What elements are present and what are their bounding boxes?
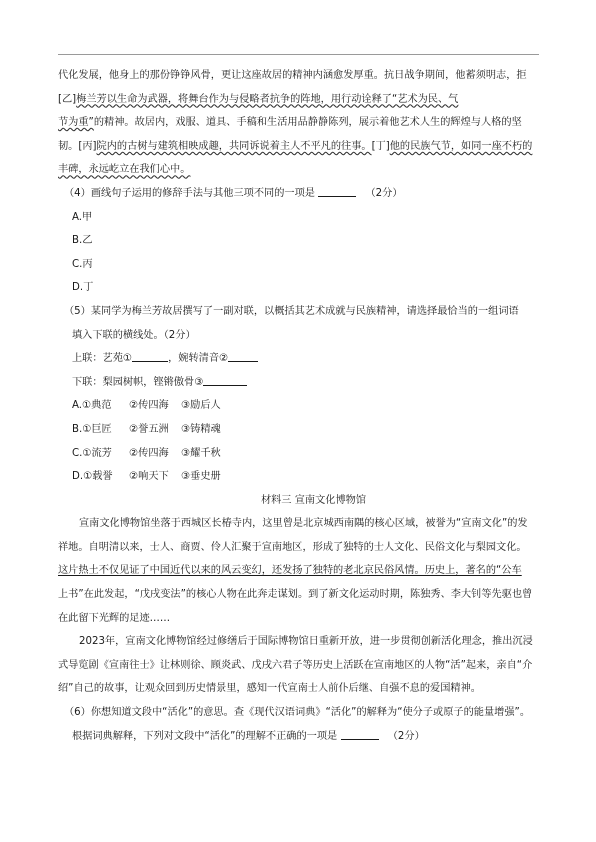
material3-title: 材料三 宣南文化博物馆 — [260, 494, 367, 506]
text-line — [58, 135, 539, 159]
option-a-3: ③励后人 — [181, 400, 221, 412]
text-line — [58, 559, 539, 583]
question-6-line-1: （6）你想知道文段中“活化”的意思。查《现代汉语词典》“活化”的解释为“使分子或原子的能量增强”。 — [64, 707, 531, 719]
option-b: B.乙 — [72, 235, 93, 247]
answer-blank[interactable] — [341, 727, 379, 740]
couplet-lower — [58, 371, 539, 395]
question-5-stem: （5）某同学为梅兰芳故居撰写了一副对联，以概括其艺术成就与民族精神，请选择最恰当的一组词语 — [64, 305, 519, 317]
underlined-sentence: 这片热土不仅见证了中国近代以来的风云变幻，还发扬了独特的老北京民俗风情。历史上，著名的“公车 — [58, 565, 522, 577]
question-4-score: （2分） — [365, 187, 403, 199]
option-d: D.丁 — [72, 282, 94, 294]
header-rule — [58, 54, 539, 55]
text-segment: [乙] — [58, 93, 77, 105]
option-a: A.甲 — [72, 211, 93, 223]
option-d — [58, 465, 539, 489]
couplet-upper — [58, 347, 539, 371]
option-c-2: ②传四海 — [129, 447, 169, 459]
underlined-sentence-bing: 院内的古树与建筑相映成趣，共同诉说着主人不平凡的往事。 — [96, 140, 372, 152]
text-line — [58, 158, 539, 182]
text-line: 上书”在此发起，“戊戌变法”的核心人物在此奔走谋划。到了新文化运动时期，陈独秀、李大钊等先驱也曾 — [58, 589, 533, 601]
option-c: C.丙 — [72, 258, 93, 270]
couplet-upper-text: 上联：艺苑① — [72, 353, 133, 365]
text-line — [58, 111, 539, 135]
question-4 — [58, 182, 539, 300]
underlined-sentence-ding-end: 丰碑，永远屹立在我们心中。 — [58, 164, 191, 176]
text-line: 祥地。自明清以来，士人、商贾、伶人汇聚于宣南地区，形成了独特的士人文化、民俗文化与梨园文化。 — [58, 541, 527, 553]
text-line: 2023年，宣南文化博物馆经过修缮后于国际博物馆日重新开放，进一步贯彻创新活化理念，推出沉浸 — [79, 636, 533, 648]
text-line: 绍”自己的故事，让观众回到历史情景里，感知一代宣南士人前仆后继、自强不息的爱国精神。 — [58, 683, 481, 695]
text-line: 式导览剧《宣南往士》让林则徐、顾炎武、戊戌六君子等历史上活跃在宣南地区的人物“活”起来，亲自“介 — [58, 659, 533, 671]
text-line: 代化发展，他身上的那份铮铮风骨，更让这座故居的精神内涵愈发厚重。抗日战争期间，他蓄须明志，拒 — [58, 70, 527, 81]
couplet-upper-text-2: ，婉转清音② — [168, 353, 229, 365]
material2-paragraph-end — [58, 64, 539, 182]
option-a — [58, 394, 539, 418]
option-c — [58, 442, 539, 466]
question-5-stem-cont: 填入下联的横线处。（2分） — [72, 329, 196, 341]
option-c-1: C.①流芳 — [72, 447, 112, 459]
underlined-sentence-yi-end: 节为重” — [58, 117, 94, 129]
option-d-2: ②响天下 — [129, 471, 169, 483]
option-b-1: B.①巨匠 — [72, 423, 112, 435]
underlined-sentence-ding: 他的民族气节，如同一座不朽的 — [389, 140, 533, 152]
blank-2[interactable] — [228, 349, 258, 362]
question-6-text: 根据词典解释，下列对文段中“活化”的理解不正确的一项是 — [72, 730, 338, 742]
text-line — [58, 88, 539, 112]
answer-blank[interactable] — [318, 184, 356, 197]
underlined-sentence-yi: 梅兰芳以生命为武器，将舞台作为与侵略者抗争的阵地，用行动诠释了“艺术为民、气 — [76, 93, 459, 105]
question-6-line-2 — [58, 725, 539, 749]
text-segment: 韧。[丙] — [58, 140, 97, 152]
page-content — [58, 64, 539, 748]
question-4-stem — [58, 182, 539, 206]
question-4-text: （4）画线句子运用的修辞手法与其他三项不同的一项是 — [64, 187, 315, 199]
text-line: 宣南文化博物馆坐落于西城区长椿寺内，这里曾是北京城西南隅的核心区域，被誉为“宣南文化”的发 — [79, 518, 528, 530]
material3-paragraph-2 — [58, 630, 539, 701]
option-d-3: ③垂史册 — [181, 471, 221, 483]
option-c-3: ③耀千秋 — [181, 447, 221, 459]
material3-paragraph-1 — [58, 512, 539, 630]
text-line: 在此留下光辉的足迹…… — [58, 612, 171, 624]
text-segment: 的精神。故居内，戏服、道具、手稿和生活用品静静陈列，展示着他艺术人生的辉煌与人格的坚 — [93, 117, 522, 129]
option-b-2: ②誉五洲 — [129, 423, 169, 435]
couplet-lower-text: 下联：梨园树帜，铿锵傲骨③ — [72, 376, 204, 388]
question-6 — [58, 701, 539, 748]
blank-3[interactable] — [203, 373, 247, 386]
option-b — [58, 418, 539, 442]
option-a-1: A.①典范 — [72, 400, 112, 412]
blank-1[interactable] — [132, 349, 168, 362]
text-segment: [丁] — [371, 140, 390, 152]
question-5 — [58, 300, 539, 489]
option-d-1: D.①载誉 — [72, 471, 113, 483]
option-a-2: ②传四海 — [129, 400, 169, 412]
question-6-score: （2分） — [387, 730, 425, 742]
option-b-3: ③铸精魂 — [181, 423, 221, 435]
